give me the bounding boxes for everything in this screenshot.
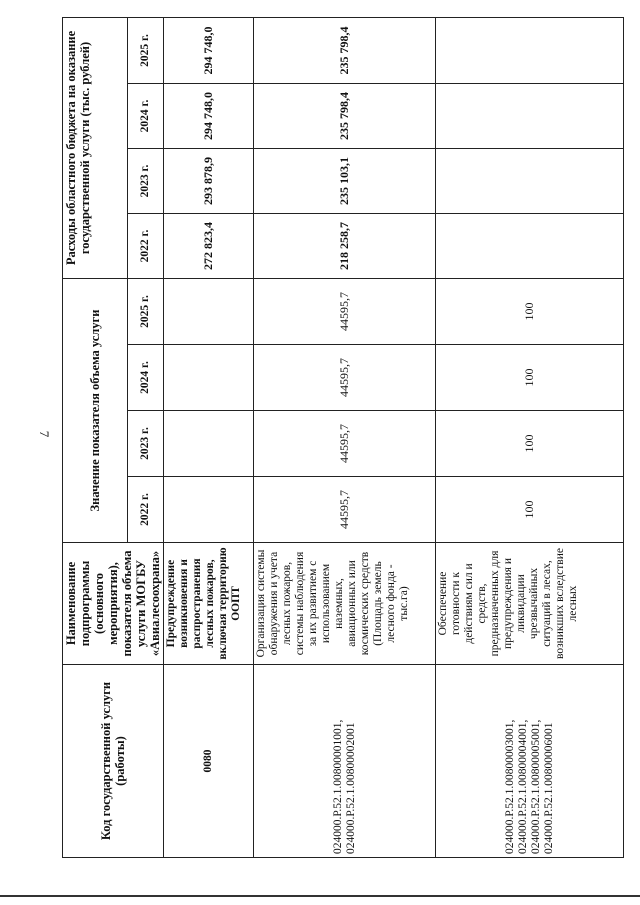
header-code: Код государственной услуги (работы) [63,665,164,858]
row-code: 024000.Р.52.1.00800003001, 024000.Р.52.1.00800004001, 024000.Р.52.1.00800005001, 024000.Р.52.1.00800006001 [436,665,624,858]
row-volume: 100 [436,411,624,477]
row-volume [164,345,254,411]
row-name: Обеспечение готовности к действиям сил и средств, предназначенных для предупреждения и ликвидации чрезвычайных ситуаций в лесах, возникших вследствие лесных [436,543,624,665]
row-volume: 44595,7 [254,279,436,345]
row-volume: 44595,7 [254,411,436,477]
row-volume: 44595,7 [254,345,436,411]
row-expense: 294 748,0 [164,84,254,149]
row-expense: 235 798,4 [254,17,436,83]
row-code: 0080 [164,665,254,858]
row-expense [436,149,624,214]
row-expense [436,214,624,279]
row-volume: 44595,7 [254,477,436,543]
rotated-table-container [62,18,615,858]
row-expense: 294 748,0 [164,17,254,83]
row-volume: 100 [436,279,624,345]
header-expense-2023: 2023 г. [128,149,164,214]
table-row [436,17,624,857]
row-volume [164,477,254,543]
header-volume-2022: 2022 г. [128,477,164,543]
header-name: Наименование подпрограммы (основного мероприятия), показателя объема услуги МОГБУ «Авиалесоохрана» [63,543,164,665]
header-volume-2023: 2023 г. [128,411,164,477]
row-volume [164,279,254,345]
header-expense-2024: 2024 г. [128,84,164,149]
services-table [62,17,624,858]
table-row [164,17,254,857]
row-name: Организация системы обнаружения и учета лесных пожаров, системы наблюдения за их развитием с использованием наземных, авиационных или космических средств (Площадь земель лесного фонда - тыс.га) [254,543,436,665]
row-expense: 235 103,1 [254,149,436,214]
row-expense: 235 798,4 [254,84,436,149]
row-expense [436,17,624,83]
row-volume [164,411,254,477]
header-volume-group: Значение показателя объема услуги [63,279,128,543]
page-number: 7 [37,430,52,438]
header-volume-2025: 2025 г. [128,279,164,345]
bottom-rule [0,895,640,897]
header-expense-2025: 2025 г. [128,17,164,83]
row-expense: 218 258,7 [254,214,436,279]
row-expense [436,84,624,149]
header-expense-group: Расходы областного бюджета на оказание государственной услуги (тыс. рублей) [63,17,128,278]
row-volume: 100 [436,345,624,411]
row-expense: 272 823,4 [164,214,254,279]
table-row [254,17,436,857]
header-volume-2024: 2024 г. [128,345,164,411]
header-expense-2022: 2022 г. [128,214,164,279]
row-volume: 100 [436,477,624,543]
row-code: 024000.Р.52.1.00800001001, 024000.Р.52.1.00800002001 [254,665,436,858]
row-name: Предупреждение возникновения и распространения лесных пожаров, включая территорию ООПТ [164,543,254,665]
row-expense: 293 878,9 [164,149,254,214]
